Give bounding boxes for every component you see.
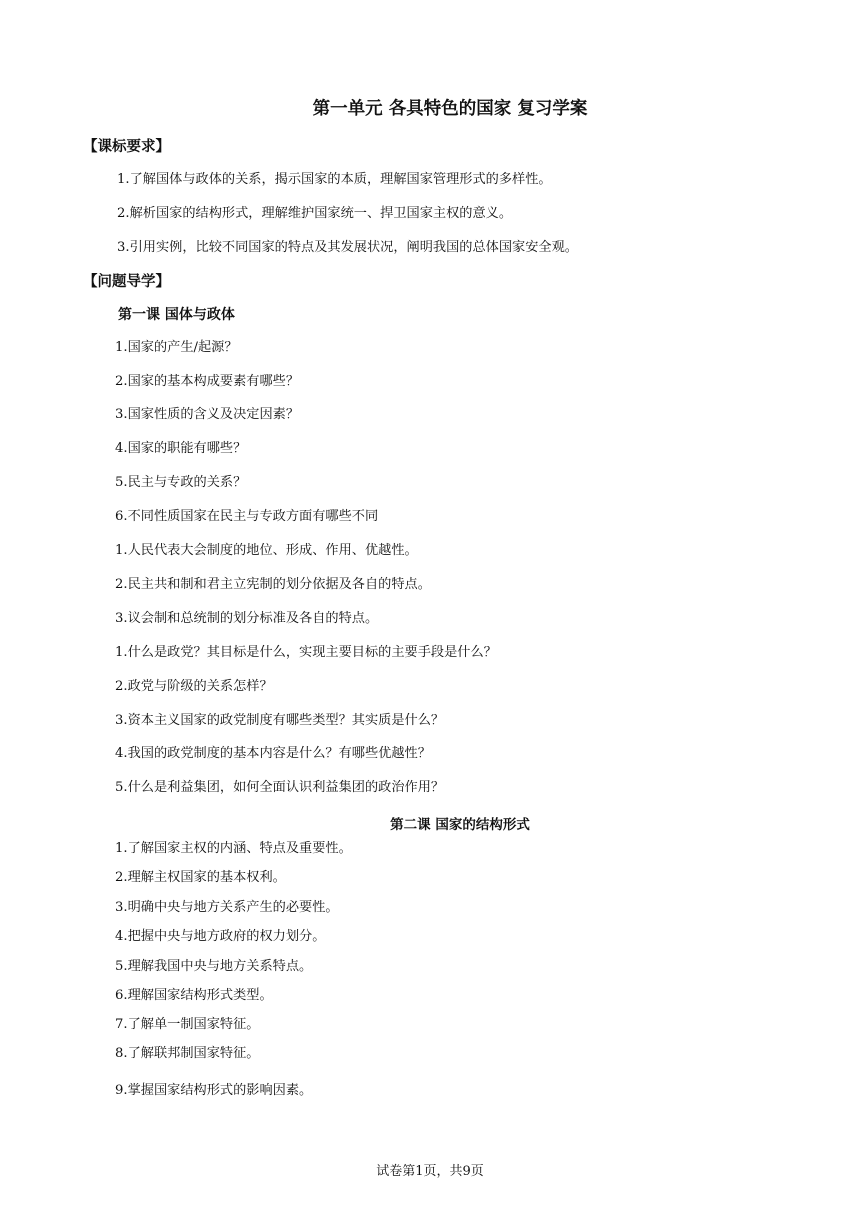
section-heading-standards: 【课标要求】	[83, 139, 170, 155]
lesson2-item: 1.了解国家主权的内涵、特点及重要性。	[115, 841, 352, 856]
lesson1-item: 1.国家的产生/起源？	[115, 340, 238, 355]
lesson1-item: 2.国家的基本构成要素有哪些？	[115, 374, 300, 389]
lesson1-item: 5.民主与专政的关系？	[115, 475, 247, 490]
lesson2-item: 6.理解国家结构形式类型。	[115, 988, 273, 1003]
lesson1-item: 2.政党与阶级的关系怎样？	[115, 679, 273, 694]
lesson2-item: 9.掌握国家结构形式的影响因素。	[115, 1083, 313, 1098]
lesson1-item: 1.什么是政党？其目标是什么，实现主要目标的主要手段是什么？	[115, 645, 497, 660]
lesson2-item: 7.了解单一制国家特征。	[115, 1017, 260, 1032]
lesson1-item: 4.国家的职能有哪些？	[115, 441, 247, 456]
lesson1-item: 3.资本主义国家的政党制度有哪些类型？其实质是什么？	[115, 713, 445, 728]
section-heading-guide: 【问题导学】	[83, 274, 170, 290]
lesson1-title: 第一课 国体与政体	[118, 307, 235, 323]
lesson2-item: 4.把握中央与地方政府的权力划分。	[115, 929, 326, 944]
page-footer: 试卷第1页，共9页	[376, 1164, 484, 1179]
standard-item-2: 2.解析国家的结构形式，理解维护国家统一、捍卫国家主权的意义。	[117, 206, 513, 221]
lesson2-item: 3.明确中央与地方关系产生的必要性。	[115, 900, 339, 915]
lesson1-item: 3.议会制和总统制的划分标准及各自的特点。	[115, 611, 379, 626]
lesson1-item: 4.我国的政党制度的基本内容是什么？有哪些优越性？	[115, 746, 431, 761]
lesson1-item: 5.什么是利益集团，如何全面认识利益集团的政治作用？	[115, 780, 445, 795]
lesson2-item: 5.理解我国中央与地方关系特点。	[115, 959, 313, 974]
standard-item-1: 1.了解国体与政体的关系，揭示国家的本质，理解国家管理形式的多样性。	[117, 172, 552, 187]
lesson1-item: 1.人民代表大会制度的地位、形成、作用、优越性。	[115, 543, 418, 558]
standard-item-3: 3.引用实例，比较不同国家的特点及其发展状况，阐明我国的总体国家安全观。	[117, 240, 578, 255]
lesson1-item: 2.民主共和制和君主立宪制的划分依据及各自的特点。	[115, 577, 431, 592]
lesson2-title: 第二课 国家的结构形式	[390, 817, 530, 833]
lesson2-item: 2.理解主权国家的基本权利。	[115, 870, 286, 885]
lesson1-item: 6.不同性质国家在民主与专政方面有哪些不同	[115, 509, 379, 524]
page-title: 第一单元 各具特色的国家 复习学案	[312, 99, 588, 119]
lesson2-item: 8.了解联邦制国家特征。	[115, 1046, 260, 1061]
lesson1-item: 3.国家性质的含义及决定因素？	[115, 407, 300, 422]
